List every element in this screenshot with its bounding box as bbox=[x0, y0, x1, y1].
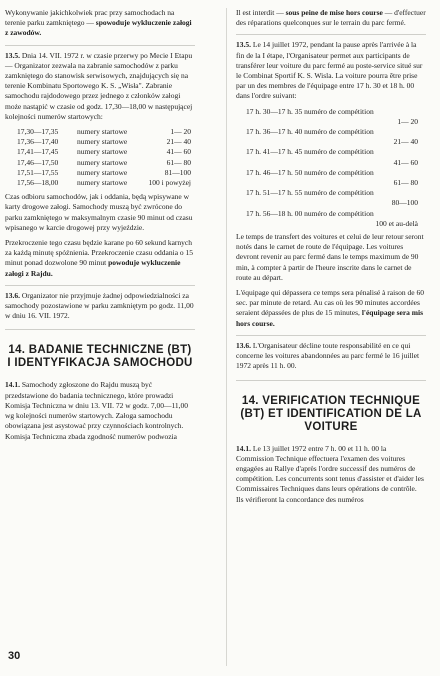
schedule-row bbox=[236, 188, 426, 208]
schedule-range: 80—100 bbox=[391, 198, 418, 208]
section-rule bbox=[5, 285, 195, 286]
section-rule bbox=[236, 380, 426, 381]
schedule-time: 17,36—17,40 bbox=[17, 137, 59, 147]
section-text: Le 14 juillet 1972, pendant la pause après l'arrivée à la fin de la I étape, l'Organisateur permet aux participants de transférer leur voiture du parc fermé au poste-service situé sur le Combinat Sportif K. S. Wisla. La voiture pourra être prise par un des membres de l'équipage entre 17 h. 30 et 18 h. 00 dans l'ordre suivant: bbox=[236, 40, 423, 101]
section-rule bbox=[236, 335, 426, 336]
schedule-label: numery startowe bbox=[77, 157, 128, 167]
section-rule bbox=[5, 329, 195, 330]
schedule-range: 41— 60 bbox=[166, 147, 191, 157]
schedule-row bbox=[17, 147, 195, 157]
schedule-range: 100 et au-delà bbox=[375, 218, 418, 228]
intro-paragraph bbox=[236, 8, 426, 28]
schedule-row bbox=[236, 127, 426, 147]
schedule-table bbox=[236, 107, 426, 229]
intro-paragraph bbox=[5, 8, 195, 39]
section-rule bbox=[236, 34, 426, 35]
schedule-time: 17,56—18,00 bbox=[17, 178, 59, 188]
schedule-time: 17,41—17,45 bbox=[17, 147, 59, 157]
section-13-6 bbox=[236, 341, 426, 372]
schedule-range: 21— 40 bbox=[393, 137, 418, 147]
section-13-6 bbox=[5, 291, 195, 322]
transfer-time-paragraph: Le temps de transfert des voitures et celui de leur retour seront notés dans le carnet de route de l'équipage. Les voitures devront revenir au parc fermé dans le temps maximum de 90 min, à compter à partir de l'heure inscrite dans le carnet de route au départ. bbox=[236, 232, 424, 282]
schedule-row bbox=[236, 209, 426, 229]
schedule-range: 100 i powyżej bbox=[148, 178, 191, 188]
penalty-bold-text: powoduje wykluczenie załogi z Rajdu. bbox=[5, 258, 181, 278]
transfer-time-paragraph: Czas odbioru samochodów, jak i oddania, będą wpisywane w karty drogowe załogi. Samochody muszą być zwrócone do parku zamkniętego w maksymalnym czasie 90 minut od czasu wpisanego w karcie drogowej przy wyjeździe. bbox=[5, 192, 193, 232]
schedule-label: numery startowe bbox=[77, 137, 128, 147]
schedule-row bbox=[17, 158, 195, 168]
section-number: 13.5. bbox=[5, 50, 20, 60]
section-rule bbox=[5, 45, 195, 46]
schedule-row bbox=[17, 137, 195, 147]
schedule-label: numery startowe bbox=[77, 147, 128, 157]
intro-rest-text: — d'effectuer des réparations quelconques sur le terrain du parc fermé. bbox=[236, 8, 426, 28]
penalty-paragraph bbox=[5, 238, 195, 279]
schedule-row bbox=[17, 127, 195, 137]
schedule-row bbox=[236, 147, 426, 167]
schedule-range: 61— 80 bbox=[393, 178, 418, 188]
page-number: 30 bbox=[8, 650, 21, 662]
schedule-range: 41— 60 bbox=[393, 157, 418, 167]
schedule-label: numery startowe bbox=[77, 127, 128, 137]
schedule-line: 17 h. 36—17 h. 40 numéro de compétition bbox=[246, 127, 374, 137]
schedule-line: 17 h. 30—17 h. 35 numéro de compétition bbox=[246, 106, 374, 116]
schedule-row bbox=[236, 107, 426, 127]
column-divider bbox=[226, 8, 227, 666]
schedule-time: 17,46—17,50 bbox=[17, 157, 59, 167]
intro-bold-text: spowoduje wykluczenie załogi z zawodów. bbox=[5, 18, 192, 38]
section-text: Samochody zgłoszone do Rajdu muszą być przedstawione do badania technicznego, które prowadzi Komisja Techniczna w dniu 13. VII. 72 w godz. 7,00—11,00 wg kolejności numerów startowych. Załoga samochodu obowiązana jest asystować przy czynnościach kontrolnych. Komisja Techniczna zbada zgodność numerów podwozia bbox=[5, 380, 189, 441]
section-text: Organizator nie przyjmuje żadnej odpowiedzialności za samochody pozostawione w parku zamkniętym po godz. 11,00 w dniu 16. VII. 1972. bbox=[5, 290, 194, 321]
section-13-5 bbox=[236, 40, 426, 101]
schedule-line: 17 h. 56—18 h. 00 numéro de compétition bbox=[246, 208, 374, 218]
penalty-paragraph bbox=[236, 288, 426, 329]
schedule-label: numery startowe bbox=[77, 178, 128, 188]
penalty-text: L'équipage qui dépassera ce temps sera pénalisé à raison de 60 sec. par minute de retard. Au cas où les 90 minutes accordées seraient dépassées de plus de 15 minutes, bbox=[236, 288, 424, 318]
section-number: 14.1. bbox=[5, 380, 20, 390]
intro-bold-text: sous peine de mise hors course bbox=[285, 8, 383, 17]
schedule-range: 81—100 bbox=[164, 167, 191, 177]
schedule-table bbox=[17, 127, 195, 188]
schedule-range: 21— 40 bbox=[166, 137, 191, 147]
section-heading: 14. VERIFICATION TECHNIQUE (BT) ET IDENTIFICATION DE LA VOITURE bbox=[240, 394, 422, 433]
polish-column bbox=[5, 8, 195, 447]
schedule-line: 17 h. 51—17 h. 55 numéro de compétition bbox=[246, 188, 374, 198]
schedule-row bbox=[236, 168, 426, 188]
section-number: 13.5. bbox=[236, 40, 251, 50]
schedule-line: 17 h. 46—17 h. 50 numéro de compétition bbox=[246, 167, 374, 177]
penalty-text: Przekroczenie tego czasu będzie karane po 60 sekund karnych za każdą minutę spóźnienia. Przekroczenie czasu oddania o 15 minut ponad dozwolone 90 minut bbox=[5, 238, 194, 268]
french-column bbox=[236, 8, 426, 510]
section-number: 14.1. bbox=[236, 443, 251, 453]
schedule-range: 1— 20 bbox=[397, 116, 418, 126]
section-14-1 bbox=[236, 444, 426, 505]
penalty-bold-text: l'équipage sera mis hors course. bbox=[236, 308, 424, 328]
schedule-time: 17,30—17,35 bbox=[17, 127, 59, 137]
intro-text: Il est interdit — bbox=[236, 8, 284, 17]
schedule-range: 1— 20 bbox=[170, 127, 191, 137]
section-text: Le 13 juillet 1972 entre 7 h. 00 et 11 h. 00 la Commission Technique effectuera l'examen des voitures engagées au Rallye d'après l'ordre successif des numéros de compétition. Les concurrents sont tenus d'assister et d'aider les Commissaires Techniques dans leurs opérations de contrôle. Ils vérifieront la concordance des numéros bbox=[236, 443, 424, 504]
section-heading: 14. BADANIE TECHNICZNE (BT) I IDENTYFIKACJA SAMOCHODU bbox=[7, 344, 193, 370]
section-number: 13.6. bbox=[236, 340, 251, 350]
section-text: L'Organisateur décline toute responsabilité en ce qui concerne les voitures abandonnées au parc fermé le 16 juillet 1972 après 11 h. 00. bbox=[236, 340, 420, 371]
section-13-5 bbox=[5, 51, 195, 122]
section-number: 13.6. bbox=[5, 290, 20, 300]
schedule-row bbox=[17, 178, 195, 188]
intro-text: Wykonywanie jakichkolwiek prac przy samochodach na terenie parku zamkniętego — bbox=[5, 8, 175, 28]
section-text: Dnia 14. VII. 1972 r. w czasie przerwy po Mecie I Etapu — Organizator zezwala na zabranie samochodów z parku zamkniętego do stanowisk serwisowych, znajdujących się na terenie Kombinatu Sportowego K. S. „Wisła". Zabranie samochodu rajdodowego przez jednego z członków załogi może nastąpić w czasie od godz. 17,30—18,00 w następującej kolejności numerów startowych: bbox=[5, 50, 193, 121]
schedule-range: 61— 80 bbox=[166, 157, 191, 167]
section-14-1 bbox=[5, 380, 195, 441]
schedule-label: numery startowe bbox=[77, 167, 128, 177]
schedule-line: 17 h. 41—17 h. 45 numéro de compétition bbox=[246, 147, 374, 157]
schedule-time: 17,51—17,55 bbox=[17, 167, 59, 177]
schedule-row bbox=[17, 168, 195, 178]
